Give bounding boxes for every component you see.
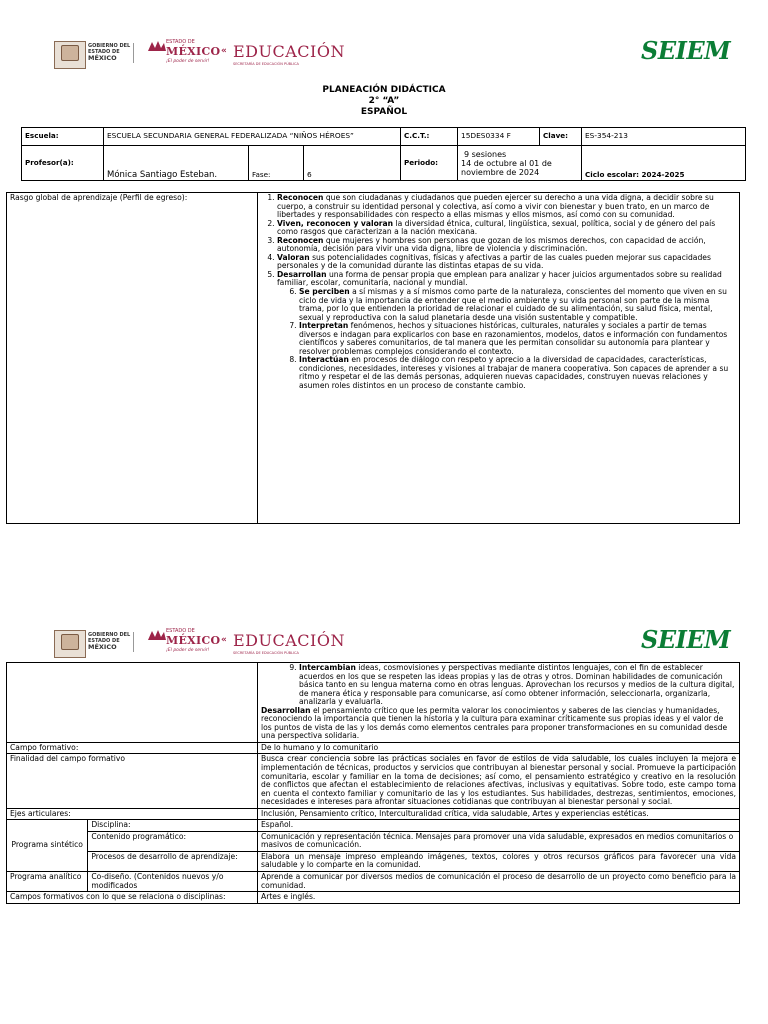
profesor-subtable: [104, 146, 400, 180]
campo-value: De lo humano y lo comunitario: [258, 742, 740, 754]
escuela-value: ESCUELA SECUNDARIA GENERAL FEDERALIZADA “NIÑOS HÉROES”: [104, 128, 401, 146]
page1-header: [0, 35, 768, 75]
rasgo-item: 7. Interpretan fenómenos, hechos y situaciones históricas, culturales, naturales y sociales a partir de temas diversos e indagan para explicarlos con base en razonamientos, modelos, datos e información con fundamentos científicos y saberes comunitarios, de tal manera que les permitan consolidar su autonomía para plantear y resolver problemas complejos considerando el contexto.: [299, 322, 736, 356]
procesos-value: Elabora un mensaje impreso empleando imágenes, textos, colores y otros recursos gráficos para favorecer una vida saludable y lo comparte en la comunidad.: [258, 851, 740, 871]
state-seal-icon: [54, 630, 86, 658]
rasgo-continued-label: [7, 663, 258, 743]
chevron-icon: «: [221, 635, 227, 645]
programa-analitico-label: Programa analítico: [7, 872, 88, 892]
info-table: [21, 127, 746, 181]
rasgo-item: 6. Se perciben a sí mismas y a sí mismos como parte de la naturaleza, conscientes del momento que viven en su ciclo de vida y la importancia de entender que el medio ambiente y su vida personal son parte de la misma trama, por lo que entienden la prioridad de relacionar el cuidado de su alimentación, su salud física, mental, sexual y reproductiva con la salud planetaria desde una visión sustentable y compatible.: [299, 288, 736, 322]
page2-header: [0, 624, 768, 664]
profesor-value: Mónica Santiago Esteban.: [104, 146, 249, 180]
campos-relacion-label: Campos formativos con lo que se relaciona o disciplinas:: [7, 892, 258, 904]
seiem-logo: SEIEM: [641, 36, 731, 65]
rasgo-list-continued: [261, 664, 736, 707]
mexico-estado-text: ESTADO DE: [166, 628, 195, 634]
mexico-text: MÉXICO: [166, 634, 221, 647]
gov-edomex-logo: GOBIERNO DEL ESTADO DE MÉXICO: [88, 632, 131, 651]
fechas-line2: noviembre de 2024: [461, 167, 540, 177]
doc-subject: ESPAÑOL: [360, 107, 408, 117]
chevron-icon: «: [221, 46, 227, 56]
sesiones-text: 9 sesiones: [464, 149, 507, 159]
mexico-slogan: ¡El poder de servir!: [166, 59, 210, 64]
contenido-label: Contenido programático:: [88, 831, 258, 851]
mexico-logo-icon: [146, 39, 168, 55]
desarrollan-paragraph: Desarrollan el pensamiento crítico que les permita valorar los conocimientos y saberes de las ciencias y humanidades, reconociendo la importancia que tienen la historia y la cultura para examinar críticamente sus propias ideas y el valor de los puntos de vista de las y los demás como elementos centrales para proponer transformaciones en su comunidad desde una perspectiva solidaria.: [261, 705, 728, 741]
rasgo-item: 1. Reconocen que son ciudadanas y ciudadanos que pueden ejercer su derecho a una vida digna, a decidir sobre su cuerpo, a construir su identidad personal y colectiva, así como a vivir con bienestar y buen trato, en un marco de libertades y responsabilidades con respecto a ellas mismas y ellos mismos, así como con su comunidad.: [277, 194, 736, 220]
doc-group: 2° “A”: [368, 96, 400, 106]
profesor-label: Profesor(a):: [22, 146, 104, 181]
educacion-subtitle: SECRETARÍA DE EDUCACIÓN PÚBLICA: [233, 651, 299, 655]
logo-divider: [133, 43, 134, 63]
ciclo-escolar: Ciclo escolar: 2024-2025: [582, 146, 746, 181]
rasgo-content: [258, 193, 740, 524]
rasgo-item: 9. Intercambian ideas, cosmovisiones y perspectivas mediante distintos lenguajes, con el fin de establecer acuerdos en los que se respeten las ideas propias y las de otras y otros. Dominan habilidades de comunicación básica tanto en su lengua materna como en otras lenguas. Aprovechan los recursos y medios de la cultura digital, de manera ética y responsable para comunicarse, así como obtener información, seleccionarla, organizarla, analizarla y evaluarla.: [299, 664, 736, 707]
rasgo-item: 3. Reconocen que mujeres y hombres son personas que gozan de los mismos derechos, con capacidad de acción, autonomía, decisión para vivir una vida digna, libre de violencia y discriminación.: [277, 237, 736, 254]
fase-label: Fase:: [249, 146, 304, 180]
educacion-text: EDUCACIÓN: [233, 42, 345, 61]
mexico-slogan: ¡El poder de servir!: [166, 648, 210, 653]
finalidad-value: Busca crear conciencia sobre las prácticas sociales en favor de estilos de vida saludable, los cuales incluyen la mejora e implementación de técnicas, productos y servicios que contribuyan al bienestar personal y social. Promueve la participación comunitaria, escolar y familiar en la toma de decisiones; así como, el pensamiento estratégico y creativo en la resolución de conflictos que afectan el establecimiento de relaciones afectivas, inclusivas y equitativas. Sobre todo, este campo toma en cuenta el contexto familiar y comunitario de las y los estudiantes. Sus habilidades, destrezas, sentimientos, emociones, necesidades e intereses para afrontar situaciones cotidianas que contribuyan al bienestar personal y social.: [258, 754, 740, 808]
logo-divider: [133, 632, 134, 652]
disciplina-value: Español.: [258, 820, 740, 832]
procesos-label: Procesos de desarrollo de aprendizaje:: [88, 851, 258, 871]
ejes-label: Ejes articulares:: [7, 808, 258, 820]
seiem-logo: SEIEM: [641, 625, 731, 654]
page2-table: [6, 662, 740, 904]
rasgo-item: 4. Valoran sus potencialidades cognitivas, físicas y afectivas a partir de las cuales pueden mejorar sus capacidades personales y de la comunidad durante las distintas etapas de su vida.: [277, 254, 736, 271]
disciplina-label: Disciplina:: [88, 820, 258, 832]
campos-relacion-value: Artes e inglés.: [258, 892, 740, 904]
rasgo-nested-list: [261, 288, 736, 391]
periodo-value: [458, 146, 582, 181]
state-seal-icon: [54, 41, 86, 69]
finalidad-label: Finalidad del campo formativo: [7, 754, 258, 808]
campo-label: Campo formativo:: [7, 742, 258, 754]
ejes-value: Inclusión, Pensamiento crítico, Interculturalidad crítica, vida saludable, Artes y experiencias estéticas.: [258, 808, 740, 820]
fechas-line1: 14 de octubre al 01 de: [461, 158, 552, 168]
rasgo-continued: [258, 663, 740, 743]
profesor-fase-cell: [104, 146, 401, 181]
clave-label: Clave:: [540, 128, 582, 146]
doc-title: PLANEACIÓN DIDÁCTICA: [322, 85, 446, 95]
educacion-subtitle: SECRETARÍA DE EDUCACIÓN PÚBLICA: [233, 62, 299, 66]
cct-value: 15DES0334 F: [458, 128, 540, 146]
periodo-label: Periodo:: [401, 146, 458, 181]
programa-sintetico-label: Programa sintético: [7, 820, 88, 872]
gov-edomex-logo: GOBIERNO DEL ESTADO DE MÉXICO: [88, 43, 131, 62]
rasgo-list: [261, 194, 736, 288]
codiseno-label: Co-diseño. (Contenidos nuevos y/o modificados: [88, 872, 258, 892]
rasgo-table: [6, 192, 740, 524]
rasgo-item: 2. Viven, reconocen y valoran la diversidad étnica, cultural, lingüística, sexual, política, social y de género del país como rasgos que caracterizan a la nación mexicana.: [277, 220, 736, 237]
mexico-logo-icon: [146, 628, 168, 644]
rasgo-label: Rasgo global de aprendizaje (Perfil de egreso):: [7, 193, 258, 524]
fase-value: 6: [307, 169, 312, 179]
codiseno-value: Aprende a comunicar por diversos medios de comunicación el proceso de desarrollo de un proyecto como beneficio para la comunidad.: [258, 872, 740, 892]
clave-value: ES-354-213: [582, 128, 746, 146]
rasgo-item: 5. Desarrollan una forma de pensar propia que emplean para analizar y hacer juicios argumentados sobre su realidad familiar, escolar, comunitaria, nacional y mundial.: [277, 271, 736, 288]
document-titles: [0, 85, 768, 118]
educacion-text: EDUCACIÓN: [233, 631, 345, 650]
mexico-text: MÉXICO: [166, 45, 221, 58]
mexico-estado-text: ESTADO DE: [166, 39, 195, 45]
cct-label: C.C.T.:: [401, 128, 458, 146]
contenido-value: Comunicación y representación técnica. Mensajes para promover una vida saludable, expresados en medios comunitarios o masivos de comunicación.: [258, 831, 740, 851]
escuela-label: Escuela:: [22, 128, 104, 146]
rasgo-item: 8. Interactúan en procesos de diálogo con respeto y aprecio a la diversidad de capacidades, características, condiciones, necesidades, intereses y visiones al trabajar de manera cooperativa. Son capaces de aprender a su ritmo y respetar el de las demás personas, adquieren nuevas capacidades, construyen nuevas relaciones y asumen roles distintos en un proceso de constante cambio.: [299, 356, 736, 390]
